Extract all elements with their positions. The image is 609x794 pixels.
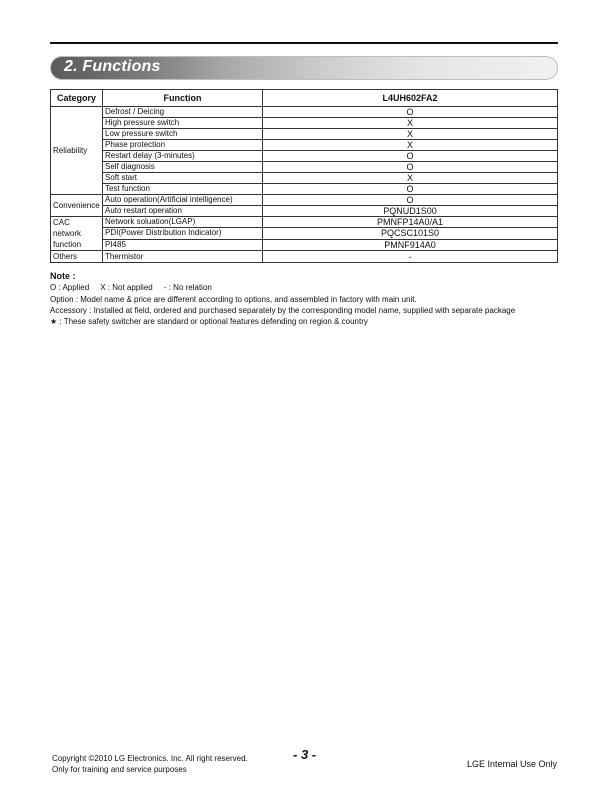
function-cell: PDI(Power Distribution Indicator)	[103, 228, 263, 239]
value-cell: X	[263, 140, 558, 151]
category-cell: Others	[51, 251, 103, 263]
value-cell: PQNUD1S00	[263, 206, 558, 217]
value-cell: PMNF914A0	[263, 239, 558, 250]
footer-internal: LGE Internal Use Only	[466, 759, 557, 769]
value-cell: X	[263, 173, 558, 184]
function-cell: Auto operation(Artificial intelligence)	[103, 195, 263, 206]
table-header-row	[51, 90, 558, 107]
function-cell: Network soluation(LGAP)	[103, 217, 263, 228]
notes-title: Note :	[50, 271, 76, 281]
table-row	[51, 239, 558, 250]
notes-option: Option : Model name & price are different according to options, and assembled in factory with main unit.	[50, 294, 417, 304]
function-cell: Soft start	[103, 173, 263, 184]
notes-block	[50, 271, 515, 327]
table-row	[51, 173, 558, 184]
section-banner	[50, 56, 558, 80]
footer-purpose: Only for training and service purposes	[52, 764, 187, 774]
page-number: - 3 -	[293, 747, 317, 762]
table-row	[51, 206, 558, 217]
notes-star: ★ : These safety switcher are standard or optional features defending on region & country	[50, 317, 368, 327]
value-cell: O	[263, 162, 558, 173]
table-row	[51, 217, 558, 228]
category-cell: Reliability	[51, 107, 103, 195]
value-cell: X	[263, 129, 558, 140]
function-cell: Self diagnosis	[103, 162, 263, 173]
table-row	[51, 118, 558, 129]
value-cell: O	[263, 151, 558, 162]
function-cell: Defrost / Deicing	[103, 107, 263, 118]
table-row	[51, 129, 558, 140]
table-row	[51, 107, 558, 118]
functions-table	[50, 89, 558, 263]
function-cell: Thermistor	[103, 251, 263, 263]
function-cell: Auto restart operation	[103, 206, 263, 217]
function-cell: Restart delay (3-minutes)	[103, 151, 263, 162]
header-category: Category	[51, 90, 103, 107]
table-row	[51, 184, 558, 195]
function-cell: Phase protection	[103, 140, 263, 151]
table-row	[51, 151, 558, 162]
footer-copyright-block	[52, 754, 248, 775]
table-row	[51, 251, 558, 263]
function-cell: PI485	[103, 239, 263, 250]
category-cell: Convenience	[51, 195, 103, 217]
notes-accessory: Accessory : Installed at field, ordered and purchased separately by the corresponding model name, supplied with separate package	[50, 305, 516, 315]
value-cell: O	[263, 184, 558, 195]
function-cell: Test function	[103, 184, 263, 195]
header-rule	[50, 42, 558, 44]
table-row	[51, 228, 558, 239]
header-model: L4UH602FA2	[263, 90, 558, 107]
header-function: Function	[103, 90, 263, 107]
value-cell: O	[263, 195, 558, 206]
footer-copyright: Copyright ©2010 LG Electronics. Inc. All right reserved.	[52, 754, 248, 763]
notes-legend: O : Applied X : Not applied - : No relation	[50, 283, 212, 293]
value-cell: X	[263, 118, 558, 129]
value-cell: PMNFP14A0/A1	[263, 217, 558, 228]
section-title: 2. Functions	[64, 58, 161, 75]
value-cell: O	[263, 107, 558, 118]
table-row	[51, 140, 558, 151]
category-cell: CAC network function	[51, 217, 103, 251]
function-cell: High pressure switch	[103, 118, 263, 129]
value-cell: -	[263, 251, 558, 263]
table-row	[51, 162, 558, 173]
value-cell: PQCSC101S0	[263, 228, 558, 239]
table-row	[51, 195, 558, 206]
function-cell: Low pressure switch	[103, 129, 263, 140]
